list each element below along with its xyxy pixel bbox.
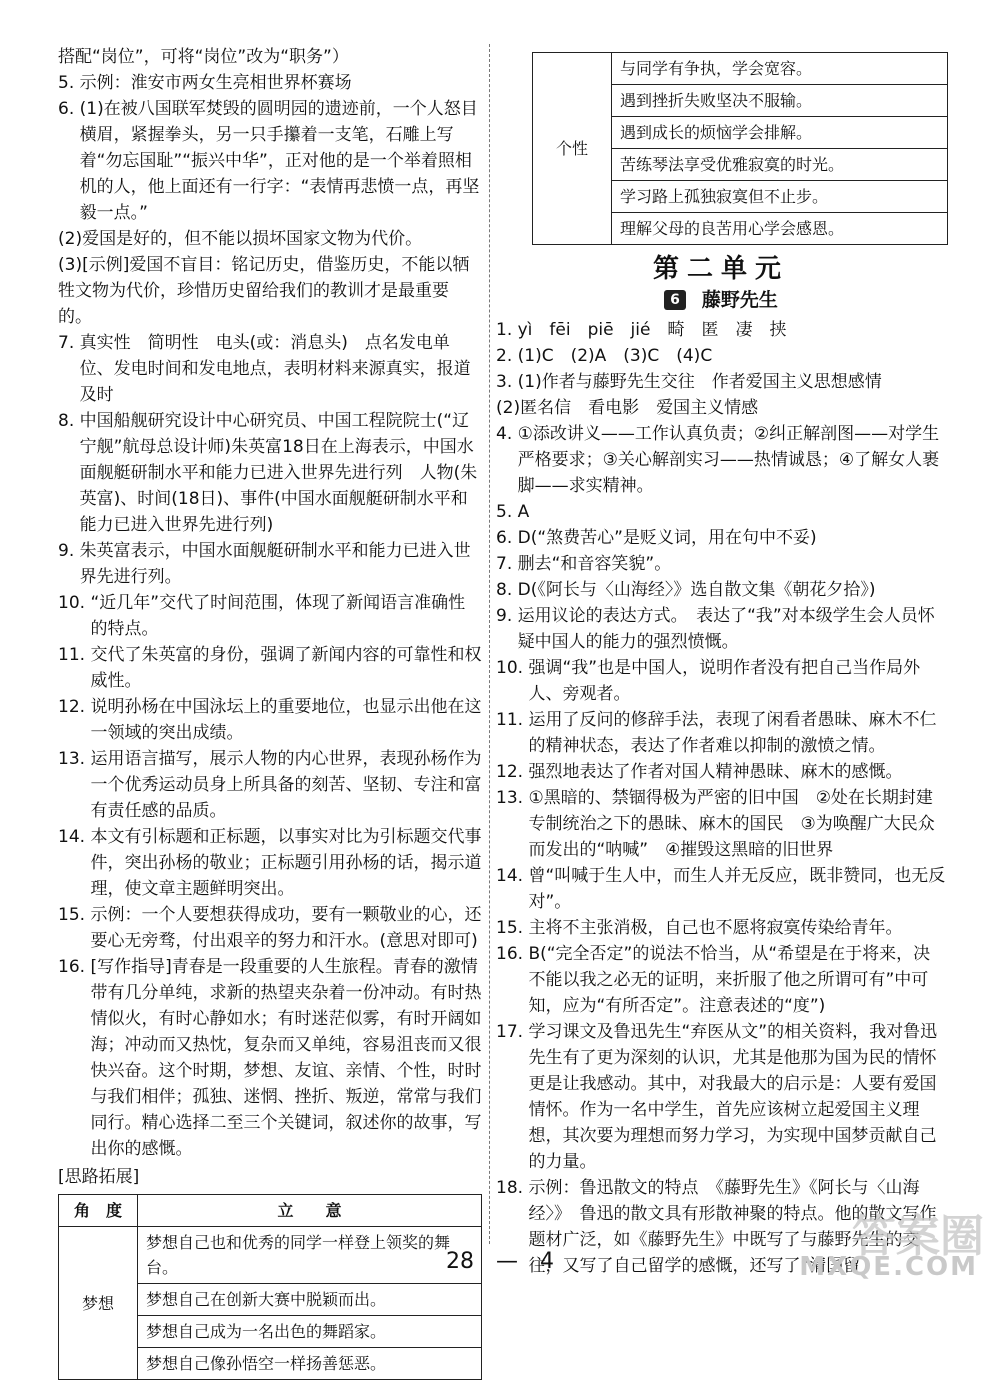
header-idea: 立 意 xyxy=(138,1195,482,1227)
answer-item xyxy=(58,824,482,902)
answer-text: 曾“叫喊于生人中，而生人并无反应，既非赞同，也无反对”。 xyxy=(528,866,946,912)
table-header-row xyxy=(59,1195,482,1227)
answer-number: 6. xyxy=(58,99,80,119)
lesson-number-badge: 6 xyxy=(664,290,686,310)
answer-text: (1)在被八国联军焚毁的圆明园的遗迹前，一个人怒目横眉，紧握拳头，另一只手攥着一支笔，石雕上写着“勿忘国耻”“振兴中华”，正对他的是一个举着照相机的人，他上面还有一行字：“表情再悲愤一点，再坚毅一点。” xyxy=(79,99,480,223)
answer-text: (2)匿名信 看电影 爱国主义情感 xyxy=(496,398,759,418)
answer-text: 强调“我”也是中国人，说明作者没有把自己当作局外人、旁观者。 xyxy=(528,658,921,704)
answer-number: 3. xyxy=(496,372,518,392)
left-column xyxy=(58,44,482,1380)
answer-item xyxy=(496,317,946,343)
answer-item xyxy=(58,44,482,70)
table-category-dream: 梦想 xyxy=(59,1227,138,1380)
answer-text: (3)[示例]爱国不盲目：铭记历史，借鉴历史，不能以牺牲文物为代价，珍惜历史留给我们的教训才是最重要的。 xyxy=(58,255,470,327)
answer-item xyxy=(496,395,946,421)
right-answer-list xyxy=(496,317,946,1279)
table-cell: 学习路上孤独寂寞但不止步。 xyxy=(612,181,948,213)
answer-item xyxy=(496,421,946,499)
answer-item xyxy=(496,707,946,759)
answer-text: 说明孙杨在中国泳坛上的重要地位，也显示出他在这一领域的突出成绩。 xyxy=(90,697,482,743)
left-answer-list xyxy=(58,44,482,1162)
answer-item xyxy=(496,655,946,707)
answer-text: 交代了朱英富的身份，强调了新闻内容的可靠性和权威性。 xyxy=(90,645,482,691)
answer-number: 10. xyxy=(496,658,529,678)
answer-number: 12. xyxy=(58,697,91,717)
answer-text: D(《阿长与〈山海经〉》选自散文集《朝花夕拾》) xyxy=(517,580,876,600)
answer-number: 8. xyxy=(58,411,80,431)
answer-number: 9. xyxy=(496,606,518,626)
answer-number: 13. xyxy=(58,749,91,769)
answer-number: 7. xyxy=(496,554,518,574)
table-cell: 苦练琴法享受优雅寂寞的时光。 xyxy=(612,149,948,181)
unit-title: 第二单元 xyxy=(652,254,789,284)
answer-item xyxy=(496,603,946,655)
answer-text: 真实性 简明性 电头(或：消息头) 点名发电单位、发电时间和发电地点，表明材料来源真实，报道及时 xyxy=(79,333,471,405)
answer-number: 5. xyxy=(496,502,518,522)
watermark-site: MXQE.COM xyxy=(799,1252,978,1282)
answer-number: 11. xyxy=(58,645,91,665)
answer-text: (1)C (2)A (3)C (4)C xyxy=(517,346,713,366)
answer-number: 17. xyxy=(496,1022,529,1042)
answer-item xyxy=(58,902,482,954)
answer-number: 12. xyxy=(496,762,529,782)
answer-text: 学习课文及鲁迅先生“弃医从文”的相关资料，我对鲁迅先生有了更为深刻的认识，尤其是他那为国为民的情怀更是让我感动。其中，对我最大的启示是：人要有爱国情怀。作为一名中学生，首先应该树立起爱国主义理想，其次要为理想而努力学习，为实现中国梦贡献自己的力量。 xyxy=(528,1022,938,1172)
answer-item xyxy=(496,941,946,1019)
answer-item xyxy=(496,499,946,525)
lesson-title: 藤野先生 xyxy=(701,289,778,311)
answer-text: 强烈地表达了作者对国人精神愚昧、麻木的感慨。 xyxy=(528,762,903,782)
answer-text: 朱英富表示，中国水面舰艇研制水平和能力已进入世界先进行列。 xyxy=(79,541,471,587)
answer-item xyxy=(496,551,946,577)
answer-item xyxy=(496,785,946,863)
table-cell: 梦想自己也和优秀的同学一样登上领奖的舞台。 xyxy=(138,1227,482,1284)
answer-text: A xyxy=(517,502,530,522)
answer-item xyxy=(58,694,482,746)
answer-text: 搭配“岗位”，可将“岗位”改为“职务”） xyxy=(58,47,349,67)
answer-item xyxy=(58,538,482,590)
answer-text: 运用议论的表达方式。 表达了“我”对本级学生会人员怀疑中国人的能力的强烈愤慨。 xyxy=(517,606,935,652)
table-row xyxy=(533,53,948,85)
answer-number: 14. xyxy=(58,827,91,847)
table-cell: 梦想自己在创新大赛中脱颖而出。 xyxy=(138,1284,482,1316)
answer-item xyxy=(58,330,482,408)
answer-item xyxy=(58,408,482,538)
answer-item xyxy=(58,96,482,226)
page-number: 28 — 4 xyxy=(446,1249,554,1274)
answer-number: 11. xyxy=(496,710,529,730)
answer-text: B(“完全否定”的说法不恰当，从“希望是在于将来，决不能以我之必无的证明，来折服了他之所谓可有”中可知，应为“有所否定”。注意表述的“度”) xyxy=(528,944,931,1016)
personality-table xyxy=(532,52,948,245)
header-angle: 角 度 xyxy=(59,1195,138,1227)
answer-item xyxy=(58,954,482,1162)
table-cell: 梦想自己像孙悟空一样扬善惩恶。 xyxy=(138,1348,482,1380)
answer-item xyxy=(496,369,946,395)
answer-text: 运用了反问的修辞手法，表现了闲看者愚昧、麻木不仁的精神状态，表达了作者难以抑制的激愤之情。 xyxy=(528,710,937,756)
answer-text: (2)爱国是好的，但不能以损坏国家文物为代价。 xyxy=(58,229,423,249)
answer-text: D(“煞费苦心”是贬义词，用在句中不妥) xyxy=(517,528,817,548)
expand-label: [思路拓展] xyxy=(58,1167,140,1187)
right-column xyxy=(496,52,946,1279)
answer-number: 4. xyxy=(496,424,518,444)
answer-text: ①黑暗的、禁锢得极为严密的旧中国 ②处在长期封建专制统治之下的愚昧、麻木的国民 ③为唤醒广大民众而发出的“呐喊” ④摧毁这黑暗的旧世界 xyxy=(528,788,935,860)
answer-text: (1)作者与藤野先生交往 作者爱国主义思想感情 xyxy=(517,372,882,392)
answer-number: 7. xyxy=(58,333,80,353)
answer-item xyxy=(496,577,946,603)
answer-number: 2. xyxy=(496,346,518,366)
table-cell: 与同学有争执，学会宽容。 xyxy=(612,53,948,85)
answer-text: [写作指导]青春是一段重要的人生旅程。青春的激情带有几分单纯，求新的热望夹杂着一份冲动。有时热情似火，有时心静如水；有时迷茫似雾，有时开阔如海；冲动而又热忱，复杂而又单纯，容易沮丧而又很快兴奋。这个时期，梦想、友谊、亲情、个性，时时与我们相伴；孤独、迷惘、挫折、叛逆，常常与我们同行。精心选择二至三个关键词，叙述你的故事，写出你的感慨。 xyxy=(90,957,482,1159)
answer-number: 6. xyxy=(496,528,518,548)
answer-text: 示例：淮安市两女生亮相世界杯赛场 xyxy=(79,73,352,93)
answer-number: 15. xyxy=(496,918,529,938)
answer-number: 9. xyxy=(58,541,80,561)
answer-number: 14. xyxy=(496,866,529,886)
answer-text: “近几年”交代了时间范围，体现了新闻语言准确性的特点。 xyxy=(90,593,466,639)
answer-item xyxy=(496,1019,946,1175)
answer-number: 10. xyxy=(58,593,91,613)
column-separator xyxy=(489,44,490,1244)
answer-item xyxy=(58,70,482,96)
table-cell: 遇到挫折失败坚决不服输。 xyxy=(612,85,948,117)
answer-item xyxy=(496,343,946,369)
lesson-heading xyxy=(496,287,946,313)
answer-text: 中国船舰研究设计中心研究员、中国工程院院士(“辽宁舰”航母总设计师)朱英富18日在上海表示，中国水面舰艇研制水平和能力已进入世界先进行列 人物(朱英富)、时间(18日)、事件(中国水面舰艇研制水平和能力已进入世界先进行列) xyxy=(79,411,478,535)
answer-text: 删去“和音容笑貌”。 xyxy=(517,554,672,574)
answer-text: 示例：鲁迅散文的特点 《藤野先生》《阿长与〈山海经〉》 鲁迅的散文具有形散神聚的特点。他的散文写作题材广泛，如《藤野先生》中既写了与藤野先生的交往，又写了自己留学的感慨，还写了“清国留 xyxy=(528,1178,937,1276)
table-cell: 理解父母的良苦用心学会感恩。 xyxy=(612,213,948,245)
table-cell: 遇到成长的烦恼学会排解。 xyxy=(612,117,948,149)
answer-number: 13. xyxy=(496,788,529,808)
answer-number: 18. xyxy=(496,1178,529,1198)
answer-text: 运用语言描写，展示人物的内心世界，表现孙杨作为一个优秀运动员身上所具备的刻苦、坚韧、专注和富有责任感的品质。 xyxy=(90,749,482,821)
answer-text: 本文有引标题和正标题，以事实对比为引标题交代事件，突出孙杨的敬业；正标题引用孙杨的话，揭示道理，使文章主题鲜明突出。 xyxy=(90,827,482,899)
answer-number: 1. xyxy=(496,320,518,340)
answer-item xyxy=(496,863,946,915)
answer-item xyxy=(58,226,482,252)
answer-text: 示例：一个人要想获得成功，要有一颗敬业的心，还要心无旁骛，付出艰辛的努力和汗水。(意思对即可) xyxy=(90,905,482,951)
table-category-personality: 个性 xyxy=(533,53,612,245)
answer-item xyxy=(496,759,946,785)
answer-number: 16. xyxy=(58,957,91,977)
answer-number: 5. xyxy=(58,73,80,93)
answer-item xyxy=(496,915,946,941)
answer-number: 16. xyxy=(496,944,529,964)
table-cell: 梦想自己成为一名出色的舞蹈家。 xyxy=(138,1316,482,1348)
watermark-logo: 答案圈 xyxy=(852,1211,984,1262)
answer-text: ①添改讲义——工作认真负责；②纠正解剖图——对学生严格要求；③关心解剖实习——热情诚恳；④了解女人裹脚——求实精神。 xyxy=(517,424,940,496)
answer-text: 主将不主张消极，自己也不愿将寂寞传染给青年。 xyxy=(528,918,903,938)
answer-number: 15. xyxy=(58,905,91,925)
answer-item xyxy=(58,642,482,694)
answer-item xyxy=(58,746,482,824)
answer-item xyxy=(58,252,482,330)
dream-table xyxy=(58,1194,482,1380)
answer-item xyxy=(58,590,482,642)
answer-number: 8. xyxy=(496,580,518,600)
answer-item xyxy=(496,525,946,551)
answer-text: yì fēi piē jié 畸 匿 凄 挟 xyxy=(517,320,787,340)
